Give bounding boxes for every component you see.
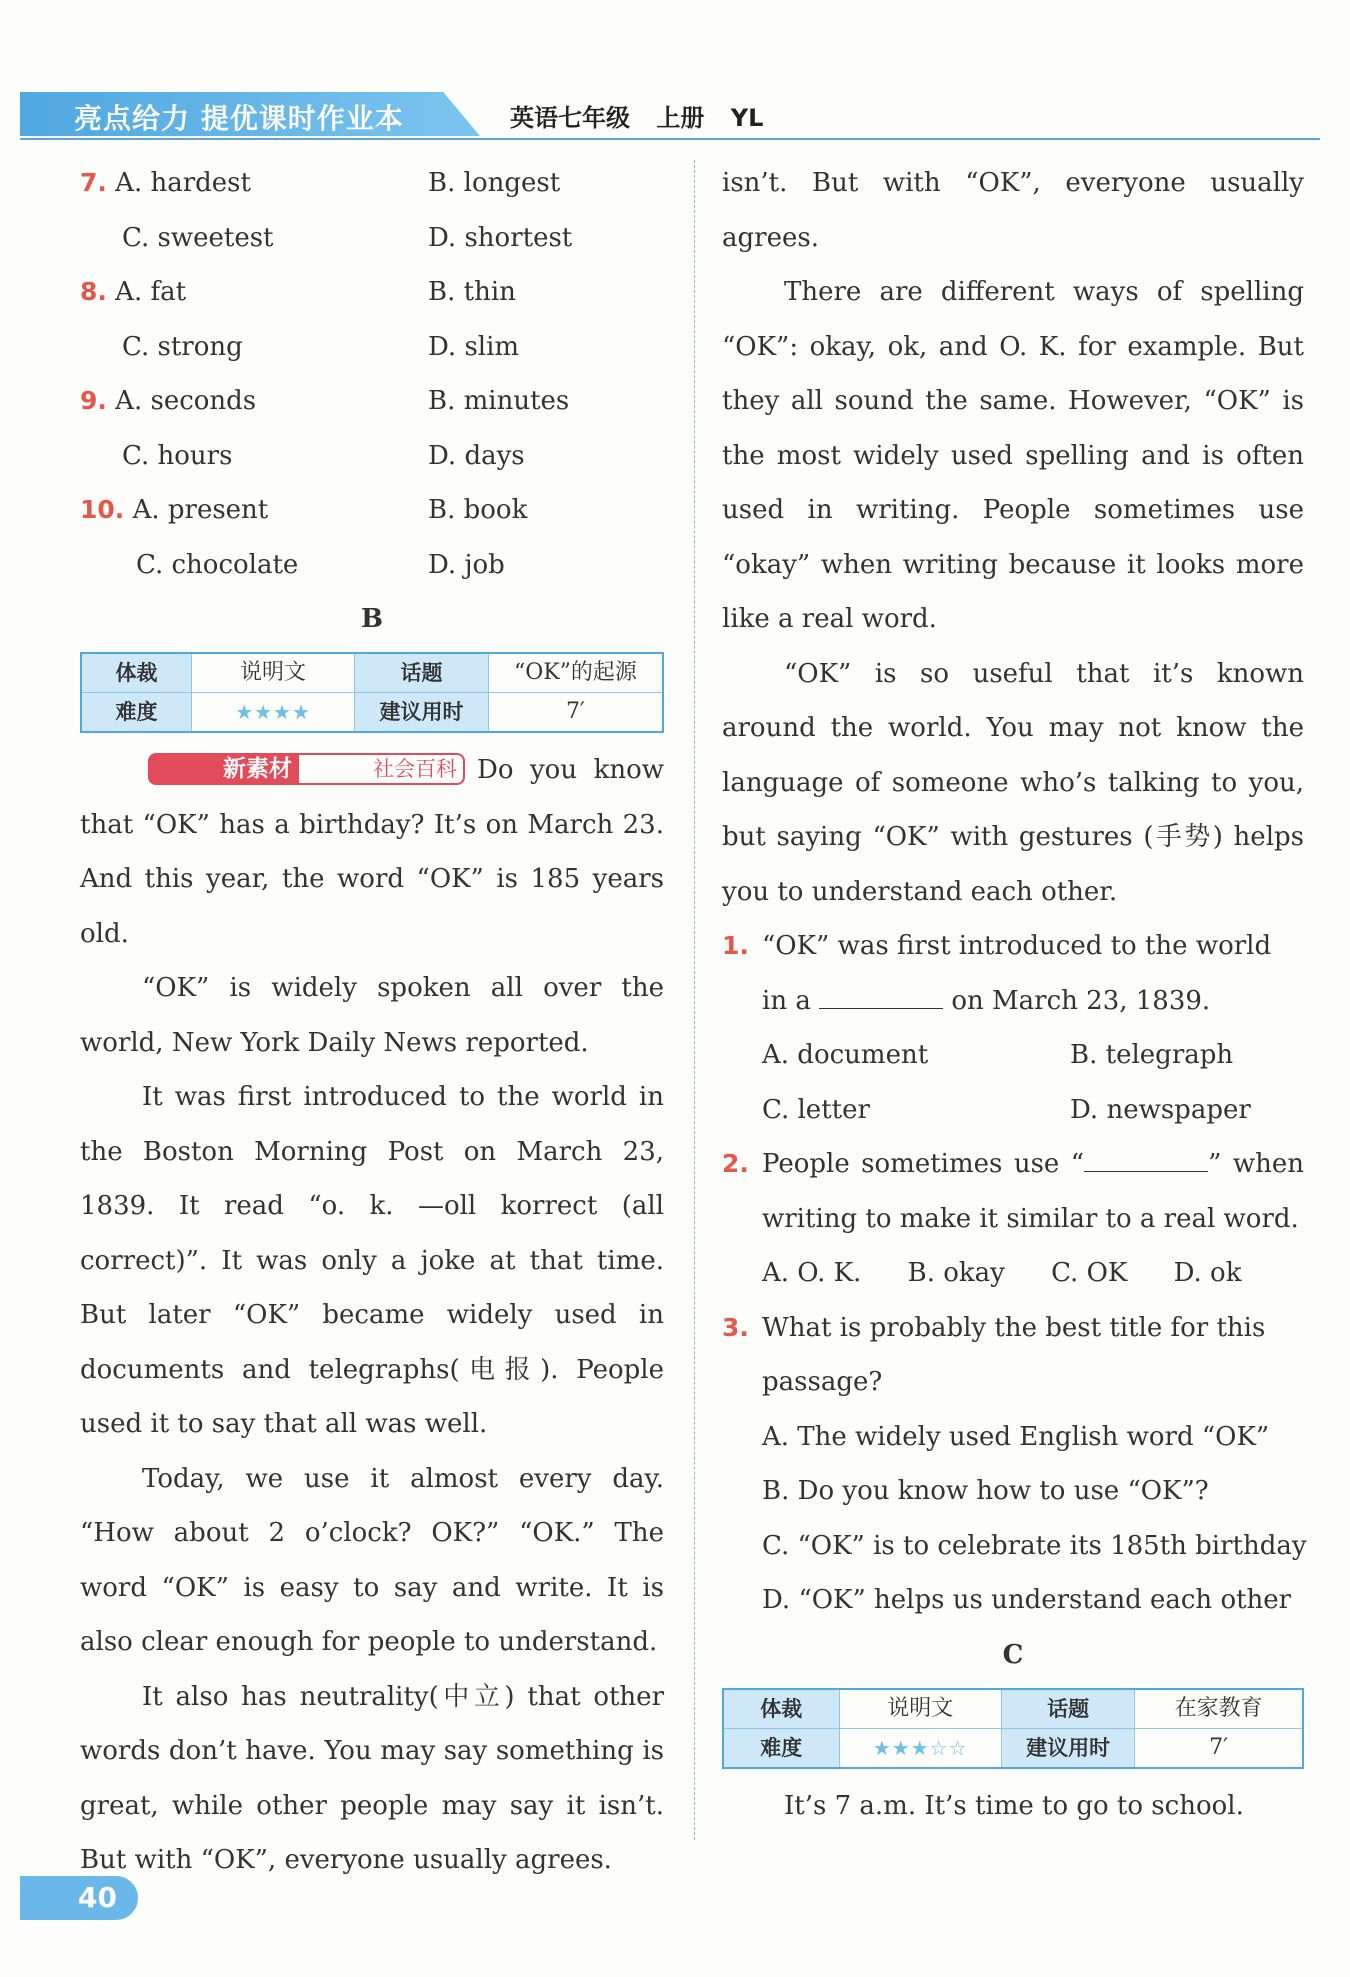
right-column [722,156,1307,1833]
question [722,919,1304,1028]
answer-blank[interactable] [819,986,943,1009]
question-number: 9. [80,386,107,415]
time-value: 7′ [1135,1728,1303,1768]
option-b: B. okay [907,1258,1005,1288]
section-letter: B [361,604,383,634]
question-stem: People sometimes use “ [762,1149,1085,1179]
option-a: A. document [762,1040,929,1070]
option-row [80,320,664,375]
paragraph: 新素材 社会百科 Do you know that “OK” has a birthday? It’s on March 23. And this year, the word “OK” is 185 years old. [80,755,664,949]
option-d: D. slim [428,331,520,362]
option-d: D. “OK” helps us understand each other [762,1585,1292,1615]
new-material-badge: 新素材 [148,753,299,785]
topic-label: 话题 [355,653,489,693]
option-a: A. hardest [115,168,251,198]
option-row [80,156,664,211]
paragraph: “OK” is so useful that it’s known around the world. You may not know the language of someone who’s talking to you, but saying “OK” with gestures (手势) helps you to understand each other. [722,658,1304,907]
question-number: 2. [722,1149,749,1178]
option-b: B. book [428,495,528,525]
time-label: 建议用时 [355,693,489,733]
topic-label: 话题 [1001,1689,1134,1729]
option-row [762,1246,1304,1301]
option-c: C. “OK” is to celebrate its 185th birthday [762,1530,1307,1561]
question-stem: What is probably the best title for this passage? [762,1312,1266,1397]
option-row [80,374,664,429]
option-row [80,538,664,593]
answer-blank[interactable] [1084,1149,1208,1172]
paragraph-continued [722,156,1304,265]
time-label: 建议用时 [1001,1728,1134,1768]
genre-value: 说明文 [192,653,355,693]
option-c: C. letter [762,1094,870,1125]
option-row [762,1519,1307,1574]
option-d: D. days [428,440,525,471]
paragraph: It also has neutrality(中立) that other words don’t have. You may say something is great, while other people may say it isn’t. But with “OK”, everyone usually agrees. [80,1681,664,1875]
option-b: B. minutes [428,386,570,416]
series-title: 亮点给力 提优课时作业本 [74,102,404,135]
option-row [762,1028,1304,1083]
option-row [762,1573,1304,1628]
option-c: C. strong [122,331,243,362]
page-header [20,92,1320,140]
question-stem: “OK” was first introduced to the world in a [762,931,1272,1016]
option-d: D. shortest [428,222,573,253]
question-number: 8. [80,277,107,306]
topic-value: 在家教育 [1135,1689,1303,1729]
paragraph: There are different ways of spelling “OK”: okay, ok, and O. K. for example. But they all sound the same. However, “OK” is the most widely used spelling and is often used in writing. People sometimes use “okay” when writing because it looks more like a real word. [722,277,1304,634]
time-value: 7′ [488,693,663,733]
question-stem-end: on March 23, 1839. [951,985,1211,1016]
option-d: D. ok [1173,1258,1242,1288]
option-b: B. telegraph [1070,1040,1234,1070]
left-column [80,156,664,1875]
question-number: 10. [80,495,125,524]
option-row [80,483,664,538]
option-b: B. longest [428,168,561,198]
option-c: C. sweetest [122,222,274,253]
question-number: 7. [80,168,107,197]
option-row [762,1410,1304,1465]
genre-value: 说明文 [839,1689,1001,1729]
question-number: 1. [722,931,749,960]
genre-label: 体裁 [81,653,192,693]
question [722,1301,1304,1410]
option-a: A. present [132,495,269,525]
option-row [80,211,664,266]
page-number: 40 [20,1876,138,1920]
paragraph-continued-text: isn’t. But with “OK”, everyone usually agrees. [722,168,1304,253]
option-d: D. job [428,549,505,580]
paragraph: It was first introduced to the world in the Boston Morning Post on March 23, 1839. It read “o. k. —oll korrect (all correct)”. It was only a joke at that time. But later “OK” became widely used in documents and telegraphs(电报). People used it to say that all was well. [80,1082,664,1439]
option-b: B. Do you know how to use “OK”? [762,1476,1209,1506]
option-row [80,265,664,320]
passage-info-table [722,1688,1304,1769]
option-b: B. thin [428,277,516,307]
question [722,1137,1304,1246]
question-stem-end: ” when writing to make it similar to a real word. [762,1149,1304,1234]
difficulty-stars: ★★★★ [192,693,355,733]
option-c: C. chocolate [136,549,299,580]
paragraph: “OK” is widely spoken all over the world, New York Daily News reported. [80,973,664,1058]
option-a: A. fat [115,277,187,307]
option-row [762,1464,1304,1519]
column-divider [694,160,695,1840]
option-d: D. newspaper [1070,1094,1251,1125]
difficulty-label: 难度 [723,1728,839,1768]
option-a: A. The widely used English word “OK” [762,1421,1270,1452]
option-a: A. seconds [115,386,257,416]
paragraph: Today, we use it almost every day. “How about 2 o’clock? OK?” “OK.” The word “OK” is easy to say and write. It is also clear enough for people to understand. [80,1463,664,1657]
genre-label: 体裁 [723,1689,839,1729]
option-row [762,1083,1304,1138]
book-info: 英语七年级 上册 YL [510,104,764,132]
passage-info-table [80,652,664,733]
option-c: C. OK [1051,1258,1128,1288]
paragraph: It’s 7 a.m. It’s time to go to school. [784,1790,1244,1821]
topic-value: “OK”的起源 [488,653,663,693]
category-badge: 社会百科 [299,753,465,785]
option-row [80,429,664,484]
difficulty-label: 难度 [81,693,192,733]
option-c: C. hours [122,440,233,471]
difficulty-stars: ★★★☆☆ [839,1728,1001,1768]
question-number: 3. [722,1312,749,1342]
section-letter: C [1002,1639,1024,1670]
option-a: A. O. K. [762,1258,862,1288]
